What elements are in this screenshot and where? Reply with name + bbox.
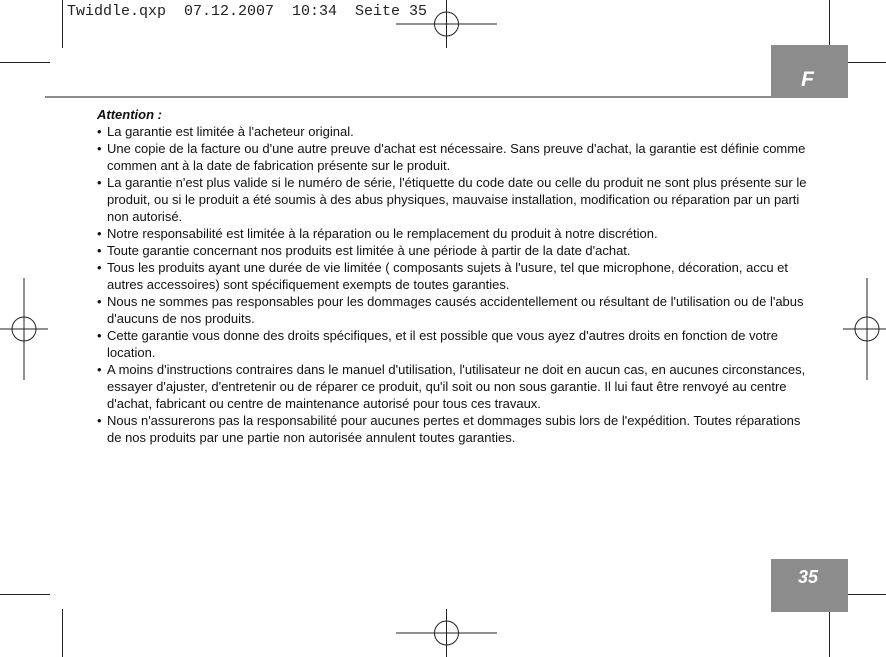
list-item [97, 123, 807, 140]
registration-mark-bottom-icon [396, 609, 497, 657]
list-item-text: Cette garantie vous donne des droits spécifiques, et il est possible que vous ayez d'autres droits en fonction de votre location. [107, 328, 778, 360]
list-item-text: Nous ne sommes pas responsables pour les dommages causés accidentellement ou résultant de l'utilisation ou de l'abus d'aucuns de nos produits. [107, 294, 804, 326]
list-item [97, 327, 807, 361]
list-item-text: A moins d'instructions contraires dans le manuel d'utilisation, l'utilisateur ne doit en aucun cas, en aucunes circonstances, essayer d'ajuster, d'entretenir ou de réparer ce produit, qu'il soit ou non sous garantie. Il lui faut être renvoyé au centre d'achat, fabricant ou centre de maintenance autorisé pour tous ces travaux. [107, 362, 806, 411]
crop-mark-top-right-horizontal [842, 62, 886, 63]
list-item-text: Une copie de la facture ou d'une autre preuve d'achat est nécessaire. Sans preuve d'achat, la garantie est définie comme commen ant à la date de fabrication présente sur le produit. [107, 141, 806, 173]
list-item [97, 293, 807, 327]
bullet-icon: • [97, 362, 102, 377]
bullet-icon: • [97, 328, 102, 343]
bullet-icon: • [97, 294, 102, 309]
crop-mark-top-left-horizontal [0, 62, 50, 63]
notice-heading: Attention : [97, 107, 162, 122]
language-tab-label: F [801, 68, 814, 91]
list-item [97, 140, 807, 174]
bullet-icon: • [97, 413, 102, 428]
warranty-notice [97, 106, 807, 446]
list-item-text: Tous les produits ayant une durée de vie limitée ( composants sujets à l'usure, tel que microphone, décoration, accu et autres accessoires) sont spécifiquement exempts de toutes garanties. [107, 260, 789, 292]
list-item-text: La garantie est limitée à l'acheteur original. [107, 124, 354, 139]
print-slug: Twiddle.qxp 07.12.2007 10:34 Seite 35 [67, 3, 428, 20]
crop-mark-bottom-right-horizontal [842, 594, 886, 595]
crop-mark-top-right-vertical [829, 0, 830, 48]
list-item [97, 225, 807, 242]
header-rule [45, 96, 848, 98]
list-item [97, 412, 807, 446]
bullet-icon: • [97, 243, 102, 258]
list-item [97, 361, 807, 412]
page-number: 35 [797, 567, 818, 587]
registration-mark-right-icon [843, 278, 886, 380]
crop-mark-bottom-left-horizontal [0, 594, 50, 595]
list-item [97, 259, 807, 293]
crop-mark-bottom-right-vertical [829, 609, 830, 657]
crop-mark-bottom-left-vertical [62, 609, 63, 657]
registration-mark-top-icon [396, 0, 497, 48]
list-item-text: Toute garantie concernant nos produits est limitée à une période à partir de la date d'achat. [107, 243, 631, 258]
bullet-icon: • [97, 260, 102, 275]
registration-mark-left-icon [0, 278, 48, 380]
list-item [97, 242, 807, 259]
bullet-icon: • [97, 226, 102, 241]
bullet-icon: • [97, 124, 102, 139]
language-tab [771, 45, 848, 98]
bullet-icon: • [97, 141, 102, 156]
page-number-tab [771, 559, 848, 612]
list-item-text: Nous n'assurerons pas la responsabilité pour aucunes pertes et dommages subis lors de l'expédition. Toutes réparations de nos produits par une partie non autorisée annulent toutes garanties. [107, 413, 801, 445]
bullet-icon: • [97, 175, 102, 190]
list-item-text: Notre responsabilité est limitée à la réparation ou le remplacement du produit à notre discrétion. [107, 226, 658, 241]
list-item-text: La garantie n'est plus valide si le numéro de série, l'étiquette du code date ou celle du produit ne sont plus présente sur le produit, ou si le produit a été soumis à des abus physiques, mauvaise installation, modification ou réparation par un parti non autorisé. [107, 175, 807, 224]
crop-mark-top-left-vertical [62, 0, 63, 48]
list-item [97, 174, 807, 225]
